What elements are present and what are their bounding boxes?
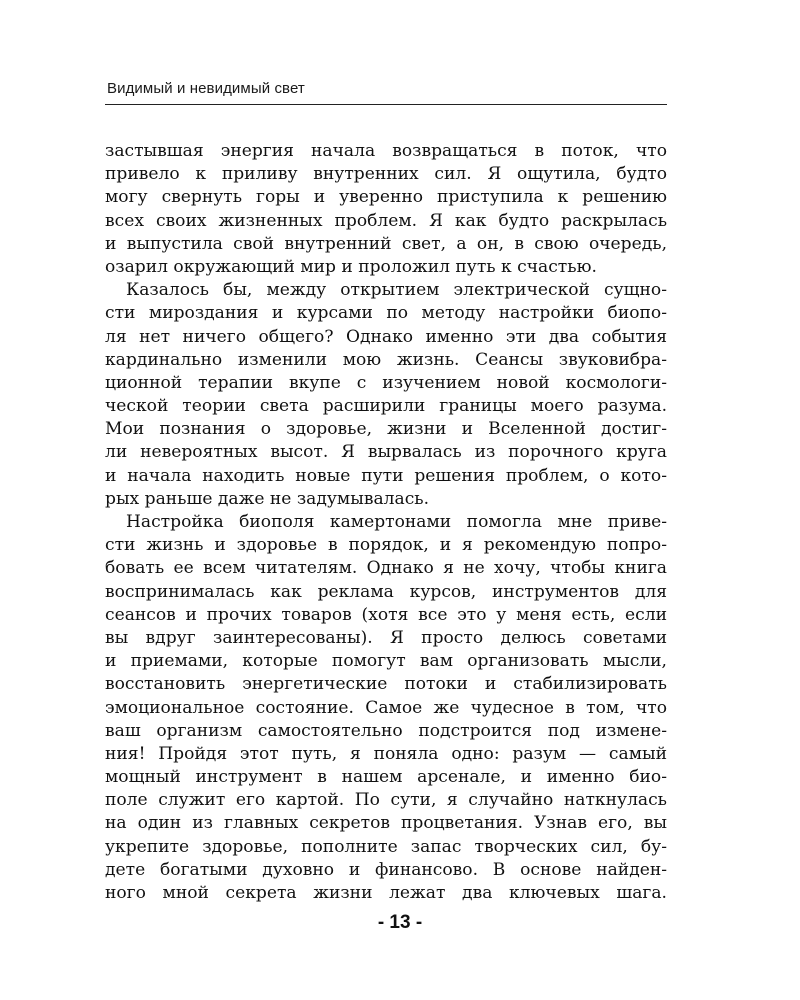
text-line: ли невероятных высот. Я вырвалась из порочного круга bbox=[105, 442, 667, 463]
page-number: - 13 - bbox=[377, 912, 423, 933]
text-line: ческой теории света расширили границы моего разума. bbox=[105, 396, 667, 417]
text-line: могу свернуть горы и уверенно приступила к решению bbox=[105, 187, 667, 208]
text-line: кардинально изменили мою жизнь. Сеансы звуковибра- bbox=[105, 349, 667, 370]
text-line: ния! Пройдя этот путь, я поняла одно: разум — самый bbox=[105, 743, 667, 764]
text-line: восстановить энергетические потоки и стабилизировать bbox=[105, 674, 667, 695]
text-line: сти мироздания и курсами по методу настройки биопо- bbox=[105, 303, 667, 324]
text-line: Казалось бы, между открытием электрической сущно- bbox=[126, 280, 667, 301]
text-line: и приемами, которые помогут вам организовать мысли, bbox=[105, 651, 667, 672]
text-line: ваш организм самостоятельно подстроится под измене- bbox=[105, 720, 667, 741]
text-line: всех своих жизненных проблем. Я как будто раскрылась bbox=[105, 210, 667, 231]
text-line: рых раньше даже не задумывалась. bbox=[105, 488, 430, 509]
text-line: ля нет ничего общего? Однако именно эти два события bbox=[105, 326, 667, 347]
text-line: сти жизнь и здоровье в порядок, и я рекомендую попро- bbox=[105, 535, 667, 556]
text-line: привело к приливу внутренних сил. Я ощутила, будто bbox=[105, 164, 667, 185]
text-line: Мои познания о здоровье, жизни и Вселенной достиг- bbox=[105, 419, 667, 440]
text-line: застывшая энергия начала возвращаться в поток, что bbox=[105, 141, 667, 161]
text-line: и начала находить новые пути решения проблем, о кото- bbox=[105, 465, 667, 486]
text-line: и выпустила свой внутренний свет, а он, в свою очередь, bbox=[105, 233, 667, 254]
text-line: ционной терапии вкупе с изучением новой космологи- bbox=[105, 372, 667, 393]
text-line: вы вдруг заинтересованы). Я просто делюсь советами bbox=[105, 627, 667, 648]
header-rule bbox=[105, 104, 667, 105]
text-line: мощный инструмент в нашем арсенале, и именно био- bbox=[105, 767, 667, 788]
text-line: дете богатыми духовно и финансово. В основе найден- bbox=[105, 859, 667, 880]
text-line: поле служит его картой. По сути, я случайно наткнулась bbox=[105, 790, 667, 811]
text-line: сеансов и прочих товаров (хотя все это у меня есть, если bbox=[105, 604, 667, 625]
text-line: озарил окружающий мир и проложил путь к счастью. bbox=[105, 256, 597, 277]
text-line: эмоциональное состояние. Самое же чудесное в том, что bbox=[105, 697, 667, 718]
text-line: ного мной секрета жизни лежат два ключевых шага. bbox=[105, 883, 667, 903]
text-line: воспринималась как реклама курсов, инструментов для bbox=[105, 581, 667, 602]
text-line: на один из главных секретов процветания. Узнав его, вы bbox=[105, 813, 667, 834]
body-text bbox=[105, 140, 667, 905]
text-line: Настройка биополя камертонами помогла мне приве- bbox=[126, 512, 667, 532]
text-line: укрепите здоровье, пополните запас творческих сил, бу- bbox=[105, 836, 667, 857]
running-head: Видимый и невидимый свет bbox=[107, 80, 305, 97]
text-line: бовать ее всем читателям. Однако я не хочу, чтобы книга bbox=[105, 558, 667, 579]
